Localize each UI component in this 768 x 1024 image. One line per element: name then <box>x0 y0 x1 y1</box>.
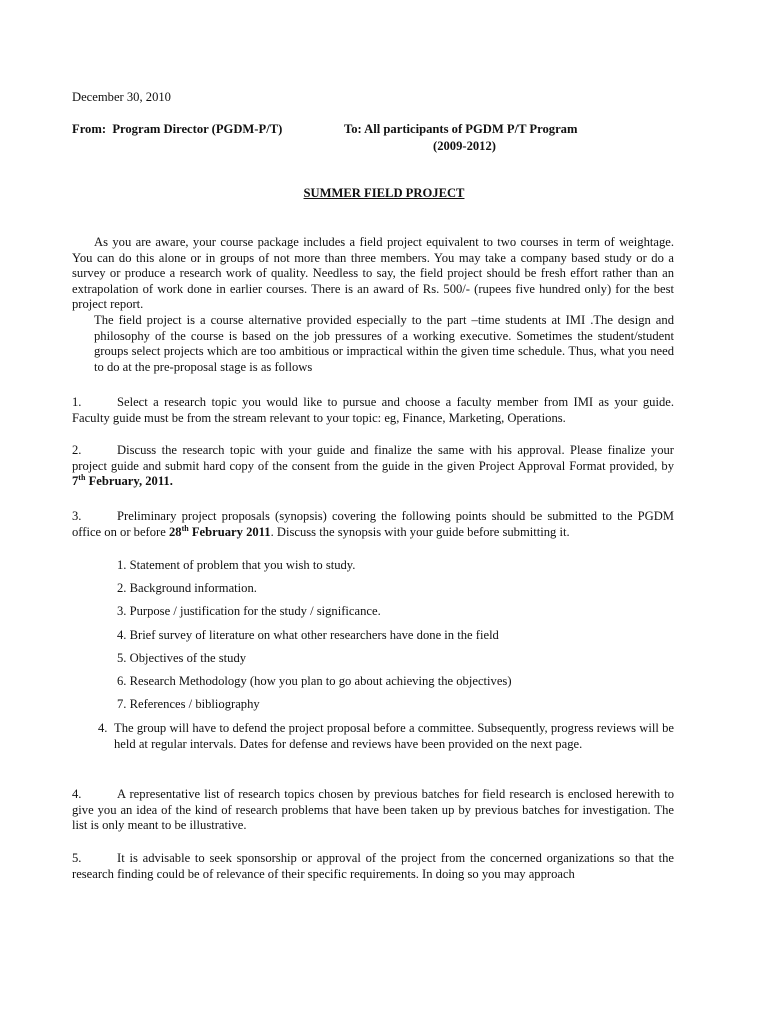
intro-section <box>72 235 674 375</box>
instruction-item-3: 3. Preliminary project proposals (synopsis) covering the following points should be submitted to the PGDM office on or before 28th February 2011. Discuss the synopsis with your guide before submitting it. <box>72 509 674 539</box>
deadline: 28th February 2011 <box>168 523 271 539</box>
letter-date: December 30, 2010 <box>72 90 171 104</box>
instruction-item-1 <box>72 395 674 426</box>
synopsis-points-list <box>117 558 512 720</box>
list-item: 7. References / bibliography <box>117 697 260 712</box>
item-number: 3. <box>72 509 82 523</box>
to-line-years: (2009-2012) <box>433 139 496 153</box>
page-title: SUMMER FIELD PROJECT <box>303 186 465 200</box>
intro-paragraph-1: As you are aware, your course package includes a field project equivalent to two courses in term of weightage. You can do this alone or in groups of not more than three members. You may take a company based study or do a survey or produce a research work of quality. Needless to say, the field project should be fresh effort rather than an extrapolation of work done in earlier courses. There is an award of Rs. 500/- (rupees five hundred only) for the best project report. <box>72 235 674 312</box>
list-item: 1. Statement of problem that you wish to study. <box>117 558 356 572</box>
item-text: Preliminary project proposals (synopsis) covering the following points should be submitted to the PGDM office on or before <box>72 509 674 539</box>
instruction-item-4-topics <box>72 787 674 834</box>
deadline: 7th February, 2011. <box>72 473 173 489</box>
list-item: 2. Background information. <box>117 581 257 596</box>
item-number: 4. <box>98 721 108 735</box>
list-item: 5. Objectives of the study <box>117 650 247 665</box>
from-line: From: Program Director (PGDM-P/T) <box>72 122 283 136</box>
to-line: To: All participants of PGDM P/T Program <box>344 122 578 136</box>
instruction-item-2 <box>72 443 674 490</box>
item-number: 1. <box>72 395 82 409</box>
item-text: It is advisable to seek sponsorship or approval of the project from the concerned organizations so that the research finding could be of relevance of their specific requirements. In doing so you may approach <box>72 851 674 881</box>
list-item: 3. Purpose / justification for the study / significance. <box>117 604 381 619</box>
list-item: 6. Research Methodology (how you plan to go about achieving the objectives) <box>117 673 512 688</box>
item-text: A representative list of research topics chosen by previous batches for field research is enclosed herewith to give you an idea of the kind of research problems that have been taken up by previous batches for investigation. The list is only meant to be illustrative. <box>72 787 674 833</box>
item-text: The group will have to defend the project proposal before a committee. Subsequently, progress reviews will be held at regular intervals. Dates for defense and reviews have been provided on the next page. <box>114 721 674 751</box>
item-number: 4. <box>72 787 82 801</box>
intro-paragraph-2: The field project is a course alternative provided especially to the part –time students at IMI .The design and philosophy of the course is based on the job pressures of a working executive. Sometimes the student/student groups select projects which are too ambitious or impractical within the given time schedule. Thus, what you need to do at the pre-proposal stage is as follows <box>94 312 674 374</box>
instruction-item-5 <box>72 851 674 882</box>
instruction-item-4-defense <box>98 721 674 752</box>
item-number: 2. <box>72 443 82 457</box>
list-item: 4. Brief survey of literature on what other researchers have done in the field <box>117 627 499 642</box>
item-text: Discuss the research topic with your guide and finalize the same with his approval. Please finalize your project guide and submit hard copy of the consent from the guide in the given Project Approval Format provided, by <box>72 443 674 473</box>
item-text: Select a research topic you would like to pursue and choose a faculty member from IMI as your guide. Faculty guide must be from the stream relevant to your topic: eg, Finance, Marketing, Operations. <box>72 395 674 425</box>
item-number: 5. <box>72 851 82 865</box>
